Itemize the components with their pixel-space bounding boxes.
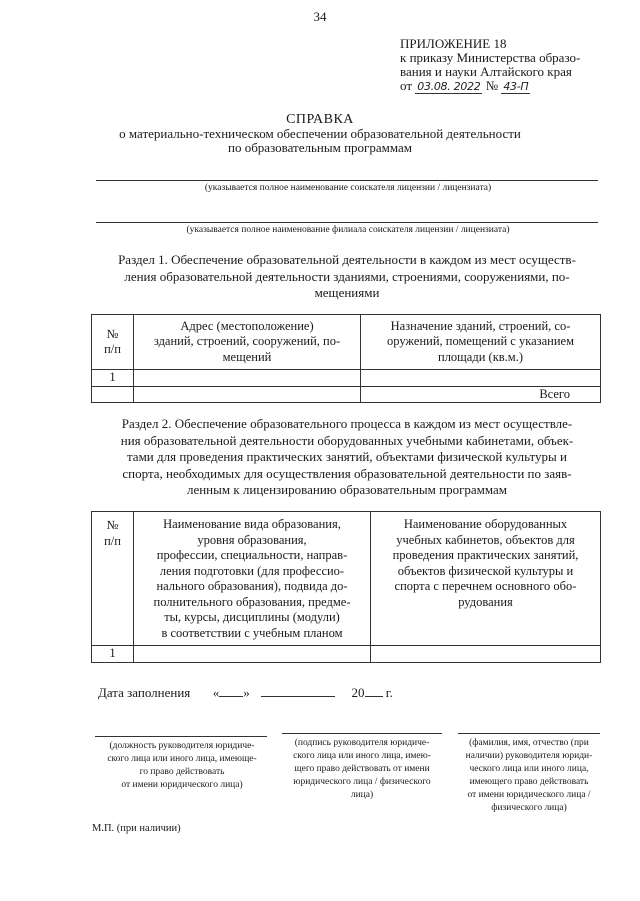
number-label: № <box>485 78 499 93</box>
caption-text: имеющего право действовать <box>469 777 589 787</box>
caption-text: (фамилия, имя, отчество (при <box>469 738 589 748</box>
month-blank[interactable] <box>261 696 335 697</box>
table-header-row <box>92 512 601 646</box>
table-cell <box>371 646 601 663</box>
caption-text: щего право действовать от имени <box>294 764 430 774</box>
day-blank[interactable] <box>219 696 243 697</box>
header-text: профессии, специальности, направ- <box>156 548 348 562</box>
section2-table <box>91 511 601 663</box>
caption-text: го право действовать <box>139 767 225 777</box>
caption-text: ческого лица или иного лица, <box>469 764 589 774</box>
caption-text: от имени юридического лица) <box>121 780 243 790</box>
total-cell: Всего <box>361 386 601 403</box>
fill-date-label: Дата заполнения <box>98 685 191 700</box>
caption-text: физического лица) <box>491 803 567 813</box>
header-text: объектов физической культуры и <box>397 563 574 578</box>
section1-line: Раздел 1. Обеспечение образовательной деятельности в каждом из мест осуществ- <box>118 252 576 267</box>
section1-table <box>91 314 601 403</box>
header-text: п/п <box>104 342 121 356</box>
licensee-caption: (указывается полное наименование соискателя лицензии / лицензиата) <box>204 183 492 193</box>
title-subline-1: о материально-техническом обеспечении образовательной деятельности <box>119 126 521 141</box>
title-subline-2: по образовательным программам <box>227 140 412 155</box>
section2-line: ния образовательной деятельности оборудованных учебными кабинетами, объек- <box>120 432 574 448</box>
table-cell <box>134 386 361 403</box>
header-text: № <box>106 326 119 341</box>
caption-text: ского лица или иного лица, имею- <box>293 751 431 761</box>
signature-caption <box>277 737 447 802</box>
header-text: в соответствии с учебным планом <box>161 625 343 640</box>
year-suffix: г. <box>385 685 393 700</box>
position-caption <box>90 740 274 792</box>
header-text: № <box>106 518 119 532</box>
title-main: СПРАВКА <box>286 112 354 127</box>
handwritten-order-number: 43-П <box>503 80 529 93</box>
row-number-cell: 1 <box>92 646 134 663</box>
licensee-name-line <box>96 180 598 181</box>
header-text: нального образования), подвида до- <box>156 579 348 593</box>
header-text: спорта с перечнем основного обо- <box>394 579 577 593</box>
page-number: 34 <box>313 9 327 24</box>
table-row <box>92 386 601 403</box>
table-cell <box>92 386 134 403</box>
table-row <box>92 646 601 663</box>
header-text: ты, курсы, дисциплины (модули) <box>164 610 340 624</box>
row-number-cell: 1 <box>92 370 134 387</box>
table-cell <box>134 370 361 387</box>
header-cell-number <box>92 512 134 646</box>
header-cell-number <box>92 315 134 370</box>
header-text: Адрес (местоположение) <box>180 318 314 333</box>
header-text: Наименование вида образования, <box>163 517 341 531</box>
caption-text: наличии) руководителя юриди- <box>465 751 593 761</box>
header-cell-purpose <box>361 315 601 370</box>
name-signature-line[interactable] <box>458 733 600 734</box>
section2-line: Раздел 2. Обеспечение образовательного процесса в каждом из мест осуществле- <box>121 416 573 431</box>
header-text: проведения практических занятий, <box>392 548 579 562</box>
handwritten-date: 03.08. 2022 <box>417 80 481 93</box>
header-text: Назначение зданий, строений, со- <box>390 318 571 333</box>
caption-text: юридического лица / физического <box>293 777 431 787</box>
appendix-order-line-1: к приказу Министерства образо- <box>400 50 581 65</box>
table-cell <box>134 646 371 663</box>
header-text: полнительного образования, предме- <box>153 594 351 609</box>
table-header-row <box>92 315 601 370</box>
header-text: п/п <box>104 533 121 548</box>
section2-line: тами для проведения практических занятий, объектами физической культуры и <box>126 449 568 464</box>
caption-text: (подпись руководителя юридиче- <box>294 738 430 748</box>
header-text: мещений <box>222 349 272 364</box>
position-signature-line[interactable] <box>95 736 267 737</box>
caption-text: лица) <box>350 790 374 800</box>
header-cell-equipment <box>371 512 601 646</box>
year-blank[interactable] <box>365 696 383 697</box>
header-text: уровня образования, <box>197 532 307 547</box>
caption-text: ского лица или иного лица, имеюще- <box>107 754 257 764</box>
header-text: рудования <box>458 594 513 609</box>
header-text: площади (кв.м.) <box>438 349 523 364</box>
header-cell-address <box>134 315 361 370</box>
table-cell <box>361 370 601 387</box>
caption-text: от имени юридического лица / <box>467 790 591 800</box>
header-text: ления подготовки (для профессио- <box>159 563 345 578</box>
branch-caption: (указывается полное наименование филиала соискателя лицензии / лицензиата) <box>186 225 510 235</box>
appendix-order-date-line <box>400 79 600 94</box>
document-title <box>0 113 640 155</box>
caption-text: (должность руководителя юридиче- <box>109 741 255 751</box>
from-label: от <box>400 78 413 93</box>
section1-line: мещениями <box>314 285 380 300</box>
appendix-order-line-2: вания и науки Алтайского края <box>400 64 572 79</box>
header-text: Наименование оборудованных <box>403 517 568 531</box>
header-text: оружений, помещений с указанием <box>387 334 574 349</box>
name-caption <box>452 737 606 815</box>
appendix-header <box>400 37 600 94</box>
appendix-title: ПРИЛОЖЕНИЕ 18 <box>400 36 507 51</box>
stamp-note: М.П. (при наличии) <box>92 823 181 834</box>
header-text: учебных кабинетов, объектов для <box>396 532 575 547</box>
section1-line: ления образовательной деятельности зданиями, строениями, сооружениями, по- <box>124 268 570 284</box>
fill-date-line <box>98 685 393 701</box>
section2-line: спорта, необходимых для осуществления образовательной деятельности по заяв- <box>122 465 572 481</box>
section2-line: ленным к лицензированию образовательным программам <box>186 482 508 497</box>
header-cell-program <box>134 512 371 646</box>
section2-heading <box>92 416 602 499</box>
header-text: зданий, строений, сооружений, по- <box>153 334 341 349</box>
year-prefix: 20 <box>351 685 365 700</box>
quote-open: « <box>212 685 220 700</box>
section1-heading <box>92 252 602 302</box>
branch-name-line <box>96 222 598 223</box>
table-row <box>92 370 601 387</box>
quote-close: » <box>243 685 250 700</box>
signature-line[interactable] <box>282 733 442 734</box>
